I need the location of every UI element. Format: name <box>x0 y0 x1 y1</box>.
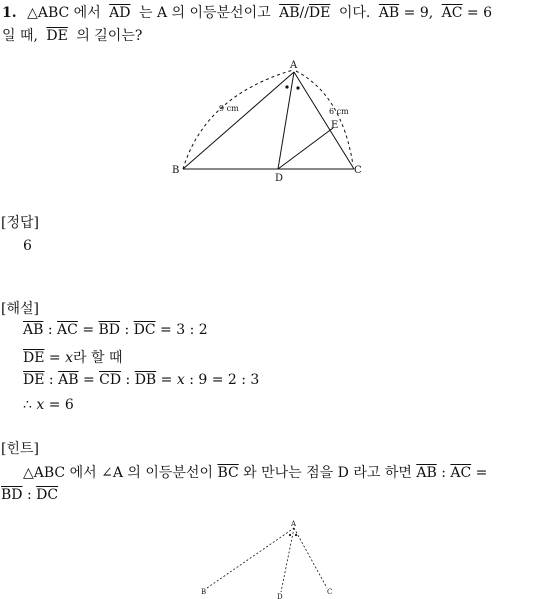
solution-heading: [해설] <box>1 301 39 317</box>
ratio-result: : 9 = 2 : 3 <box>189 372 260 388</box>
label-b: B <box>201 588 207 596</box>
segment-de: $\overline{DE}$ <box>23 350 45 366</box>
answer-heading: [정답] <box>1 215 39 231</box>
ratio-colon: : <box>26 487 32 503</box>
problem-number: 1. <box>2 5 17 21</box>
label-b: B <box>172 165 180 176</box>
hint-text: 와 만나는 점을 D 라고 하면 <box>243 465 412 481</box>
therefore-symbol: ∴ <box>23 397 32 413</box>
segment-ab: $\overline{AB}$ <box>23 322 44 338</box>
side-label-ac: 6 cm <box>329 107 349 116</box>
solution-line-1 <box>23 322 208 338</box>
answer-value: 6 <box>23 238 32 254</box>
ratio-colon: : <box>125 372 131 388</box>
problem-text: △ABC 에서 <box>27 5 101 21</box>
segment-ac: $\overline{AC}$ <box>450 465 472 481</box>
solution-line-2 <box>23 347 122 367</box>
equals-sign: = <box>160 372 173 388</box>
segment-de: $\overline{DE}$ <box>23 372 45 388</box>
solution-line-3 <box>23 372 259 388</box>
label-d: D <box>275 173 284 184</box>
label-c: C <box>354 165 362 176</box>
equals-sign: = <box>82 322 95 338</box>
segment-de: $\overline{DE}$ <box>308 5 331 21</box>
segment-ac: $\overline{AC}$ <box>57 322 78 338</box>
problem-text: 이다. <box>338 5 371 21</box>
problem-text: = 9, <box>403 5 434 21</box>
equals-sign: = <box>475 465 488 481</box>
segment-ab: $\overline{AB}$ <box>58 372 79 388</box>
segment-ab: $\overline{AB}$ <box>416 465 437 481</box>
equals-sign: = <box>82 372 95 388</box>
segment-dc: $\overline{DC}$ <box>133 322 156 338</box>
problem-text: 는 A 의 이등분선이고 <box>138 5 271 21</box>
ratio-colon: : <box>441 465 446 481</box>
segment-bc: $\overline{BC}$ <box>217 465 239 481</box>
problem-text: 의 길이는? <box>76 28 143 44</box>
triangle-figure <box>0 0 534 200</box>
problem-text: = 6 <box>466 5 493 21</box>
variable-x: x <box>36 397 45 413</box>
parallel-symbol: // <box>299 5 309 21</box>
label-a: A <box>291 520 297 528</box>
variable-x: x <box>65 350 73 366</box>
label-a: A <box>290 60 298 71</box>
segment-db: $\overline{DB}$ <box>134 372 157 388</box>
ratio-result: = 3 : 2 <box>160 322 208 338</box>
segment-ab: $\overline{AB}$ <box>378 5 400 21</box>
side-label-ab: 9 cm <box>219 104 239 113</box>
segment-bd: $\overline{BD}$ <box>1 487 23 503</box>
segment-ab: $\overline{AB}$ <box>279 5 300 21</box>
hint-line-1 <box>23 462 487 482</box>
solution-line-4 <box>23 397 74 413</box>
bisector-figure <box>0 500 534 599</box>
hint-heading: [힌트] <box>1 441 39 457</box>
final-result: = 6 <box>48 397 74 413</box>
segment-ac: $\overline{AC}$ <box>441 5 463 21</box>
segment-ad: $\overline{AD}$ <box>109 5 131 21</box>
ratio-colon: : <box>48 372 54 388</box>
label-d: D <box>277 593 283 599</box>
equals-sign: = <box>48 350 61 366</box>
variable-x: x <box>176 372 185 388</box>
segment-de: $\overline{DE}$ <box>46 28 68 44</box>
problem-text: 일 때, <box>2 28 38 44</box>
ratio-colon: : <box>47 322 53 338</box>
segment-bd: $\overline{BD}$ <box>98 322 121 338</box>
solution-text: 라 할 때 <box>73 350 123 366</box>
label-e: E <box>331 120 339 131</box>
ratio-colon: : <box>124 322 130 338</box>
label-c: C <box>327 588 333 596</box>
segment-dc: $\overline{DC}$ <box>36 487 59 503</box>
hint-text: △ABC 에서 ∠A 의 이등분선이 <box>23 465 213 481</box>
segment-cd: $\overline{CD}$ <box>99 372 122 388</box>
